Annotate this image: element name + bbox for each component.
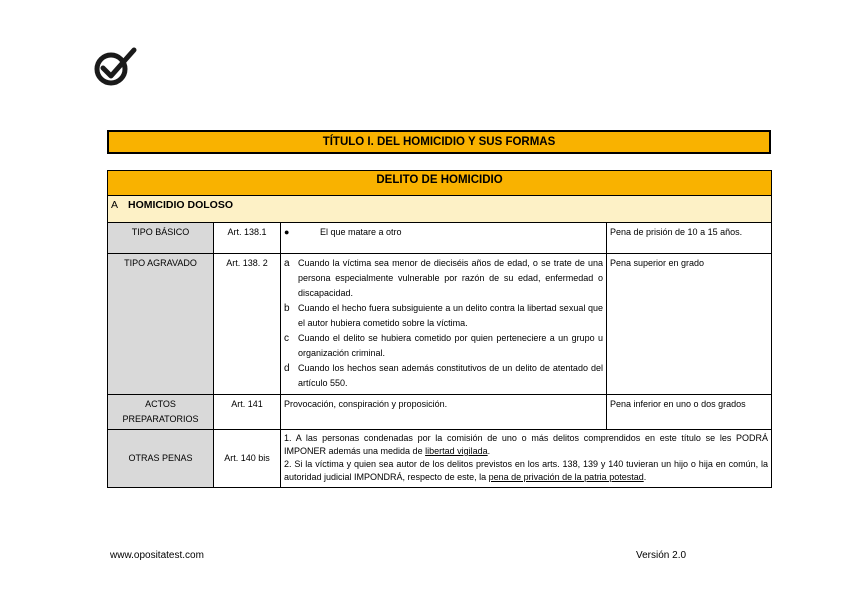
row-content (281, 223, 607, 254)
bullet-icon: ● (284, 227, 290, 237)
row-label: TIPO BÁSICO (108, 223, 214, 254)
row-penalty: Pena superior en grado (607, 254, 772, 395)
paragraph-2: 2. Si la víctima y quien sea autor de los delitos previstos en los arts. 138, 139 y 140 tuvieran un hijo o hija en común, la autoridad judicial IMPONDRÁ, respecto de este, la pena de privación de la patria potestad. (284, 459, 769, 482)
list-text: Cuando el hecho fuera subsiguiente a un delito contra la libertad sexual que el autor hubiera cometido sobre la víctima. (298, 303, 603, 328)
table-row (108, 254, 772, 395)
subsection-label: HOMICIDIO DOLOSO (128, 199, 234, 211)
table-row (108, 223, 772, 254)
patria-potestad-link: pena de privación de la patria potestad (488, 472, 644, 482)
article-ref: Art. 138.1 (214, 223, 281, 254)
footer-version: Versión 2.0 (636, 550, 687, 561)
list-letter: b (284, 303, 290, 314)
list-item (284, 301, 603, 331)
list-text: Cuando el delito se hubiera cometido por quien perteneciere a un grupo u organización criminal. (298, 333, 603, 358)
section-title: DELITO DE HOMICIDIO (108, 171, 772, 196)
homicidio-table (107, 170, 772, 488)
subsection-row (108, 196, 772, 223)
section-header-row (108, 171, 772, 196)
article-ref: Art. 140 bis (214, 430, 281, 488)
table-row (108, 430, 772, 488)
row-content (281, 254, 607, 395)
subsection-letter: A (111, 199, 119, 211)
list-item (284, 256, 603, 301)
row-content: Provocación, conspiración y proposición. (281, 395, 607, 430)
row-label: ACTOS PREPARATORIOS (108, 395, 214, 430)
row-label: OTRAS PENAS (108, 430, 214, 488)
footer-website: www.opositatest.com (110, 550, 204, 561)
row-content (281, 430, 772, 488)
row-label: TIPO AGRAVADO (108, 254, 214, 395)
list-letter: a (284, 258, 290, 269)
article-ref: Art. 141 (214, 395, 281, 430)
check-circle-logo-icon (92, 46, 138, 88)
list-text: Cuando los hechos sean además constitutivos de un delito de atentado del artículo 550. (298, 363, 603, 388)
paragraph-1: 1. A las personas condenadas por la comisión de uno o más delitos comprendidos en este título se les PODRÁ IMPONER además una medida de libertad vigilada. (284, 433, 769, 456)
list-item (284, 331, 603, 361)
article-ref: Art. 138. 2 (214, 254, 281, 395)
row-text: El que matare a otro (320, 227, 402, 237)
subsection-title (108, 196, 772, 223)
row-penalty: Pena inferior en uno o dos grados (607, 395, 772, 430)
list-letter: d (284, 363, 290, 374)
table-row (108, 395, 772, 430)
list-text: Cuando la víctima sea menor de dieciséis años de edad, o se trate de una persona especialmente vulnerable por razón de su edad, enfermedad o discapacidad. (298, 258, 603, 298)
list-item (284, 361, 603, 391)
page-title: TÍTULO I. DEL HOMICIDIO Y SUS FORMAS (107, 130, 771, 154)
libertad-vigilada-link: libertad vigilada (425, 446, 488, 456)
list-letter: c (284, 333, 289, 344)
row-penalty: Pena de prisión de 10 a 15 años. (607, 223, 772, 254)
